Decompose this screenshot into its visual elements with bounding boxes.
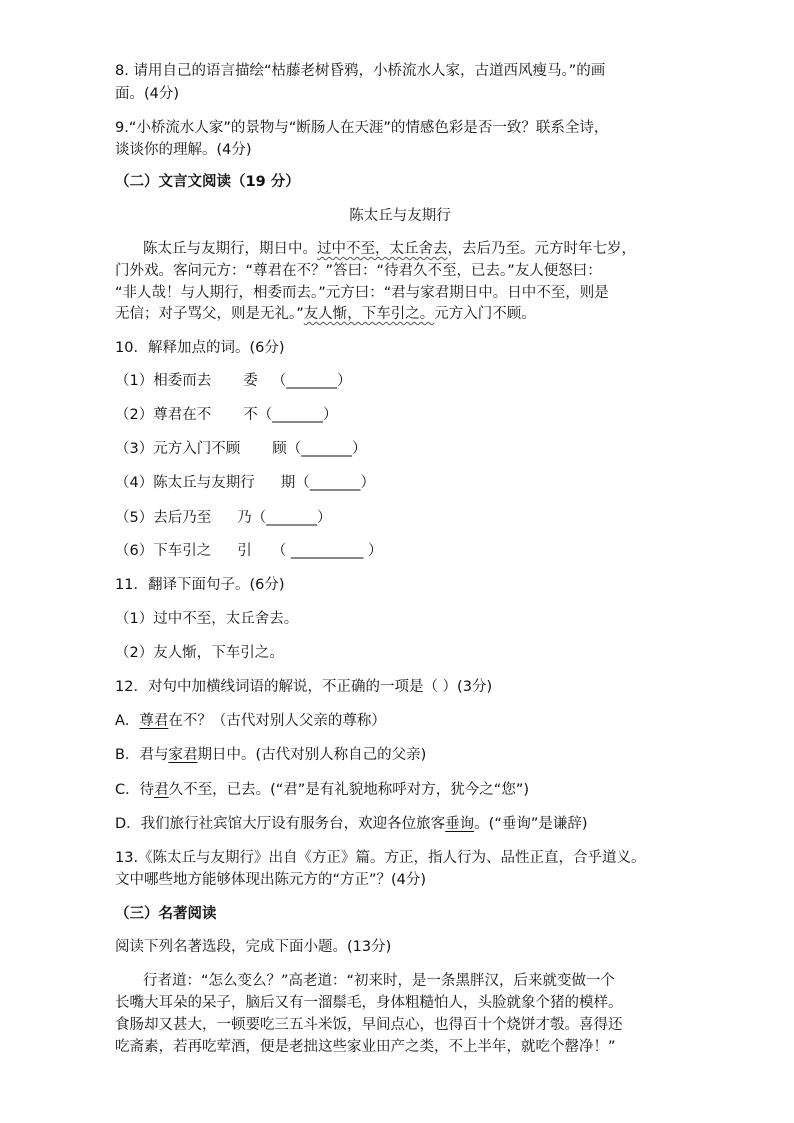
q12-d-underlined: 垂询: [445, 816, 475, 832]
passage-title: 陈太丘与友期行: [349, 208, 451, 224]
q9-line2: 谈谈你的理解。(4分): [115, 142, 252, 158]
q10-item-blank[interactable]: （_______）: [271, 373, 352, 389]
section3-intro: 阅读下列名著选段，完成下面小题。(13分): [115, 939, 392, 955]
passage-line4-underlined: 友人惭，下车引之。: [303, 306, 435, 322]
excerpt-line3: 食肠却又甚大，一顿要吃三五斗米饭，早间点心，也得百十个烧饼才彀。喜得还: [115, 1017, 623, 1033]
passage-line4-post: 元方入门不顾。: [434, 306, 536, 322]
q10-item-blank[interactable]: （_______）: [251, 510, 332, 526]
section3-heading: （三）名著阅读: [115, 906, 217, 922]
q10-item-text: （4）陈太丘与友期行: [115, 475, 255, 491]
q10-item: [115, 541, 382, 561]
q10-item-text: （3）元方入门不顾: [115, 441, 241, 457]
passage-line4-pre: 无信；对子骂父，则是无礼。”: [115, 306, 304, 322]
passage-line2: 门外戏。客问元方：“尊君在不？”答曰：“待君久不至，已去。”友人便怒曰：: [115, 263, 602, 279]
q12-option-b[interactable]: [115, 745, 426, 765]
q10-item: [115, 405, 337, 425]
section2-heading: （二）文言文阅读（19 分）: [115, 174, 300, 190]
q10-item-word: 顾: [272, 441, 287, 457]
q10-item-blank[interactable]: （_______）: [286, 441, 367, 457]
q10-item: [115, 473, 375, 493]
q11-stem: 11．翻译下面句子。(6分): [115, 577, 285, 593]
q12-a-pre: A．: [115, 713, 140, 729]
q12-option-c[interactable]: [115, 780, 529, 800]
q11-sentence1: （1）过中不至，太丘舍去。: [115, 611, 299, 627]
q12-c-pre: C．待: [115, 782, 155, 798]
passage-line4: [115, 304, 536, 324]
passage-line1-underlined: 过中不至，太丘舍去: [317, 241, 448, 257]
q9-line1: 9.“小桥流水人家”的景物与“断肠人在天涯”的情感色彩是否一致？联系全诗，: [115, 120, 609, 136]
q10-stem: 10．解释加点的词。(6分): [115, 340, 285, 356]
passage-line3: “非人哉！与人期行，相委而去。”元方曰：“君与家君期日中。日中不至，则是: [115, 285, 609, 301]
q10-item-blank[interactable]: （_______）: [295, 475, 375, 491]
q10-item-word: 乃: [237, 510, 252, 526]
q12-c-underlined: 君: [154, 782, 169, 798]
q12-stem: 12．对句中加横线词语的解说，不正确的一项是（ ）(3分): [115, 679, 493, 695]
q12-option-d[interactable]: [115, 814, 588, 834]
passage-line1: [143, 239, 636, 259]
q11-sentence2: （2）友人惭，下车引之。: [115, 645, 284, 661]
q10-item: [115, 439, 366, 459]
q10-item-word: 不: [243, 407, 258, 423]
q12-a-post: 在不？（古代对别人父亲的尊称）: [168, 713, 386, 729]
q12-b-post: 期日中。(古代对别人称自己的父亲): [197, 747, 427, 763]
q10-item-text: （2）尊君在不: [115, 407, 212, 423]
q13-line1: 13.《陈太丘与友期行》出自《方正》篇。方正，指人行为、品性正直，合乎道义。: [115, 850, 646, 866]
q10-item: [115, 371, 351, 391]
q10-item-text: （5）去后乃至: [115, 510, 212, 526]
passage-line1-post: ，去后乃至。元方时年七岁，: [447, 241, 636, 257]
q10-item-word: 期: [280, 475, 296, 491]
q12-a-underlined: 尊君: [139, 713, 169, 729]
q10-item-word: 引: [237, 543, 252, 559]
q10-item-text: （6）下车引之: [115, 543, 212, 559]
q10-item-text: （1）相委而去: [115, 373, 212, 389]
q12-b-underlined: 家君: [168, 747, 198, 763]
q8-line1: 8. 请用自己的语言描绘“枯藤老树昏鸦，小桥流水人家，古道西风瘦马。”的画: [115, 63, 606, 79]
excerpt-line2: 长嘴大耳朵的呆子，脑后又有一溜鬃毛，身体粗糙怕人，头脸就象个猪的模样。: [115, 995, 623, 1011]
excerpt-line4: 吃斋素，若再吃荤酒，便是老拙这些家业田产之类，不上半年，就吃个罄净！”: [115, 1039, 616, 1055]
q12-b-pre: B．君与: [115, 747, 169, 763]
q10-item: [115, 508, 331, 528]
q8-line2: 面。(4分): [115, 86, 180, 102]
q13-line2: 文中哪些地方能够体现出陈元方的“方正”？(4分): [115, 872, 427, 888]
q12-d-post: 。(“垂询”是谦辞): [474, 816, 588, 832]
passage-line1-pre: 陈太丘与友期行，期日中。: [143, 241, 317, 257]
q12-d-pre: D．我们旅行社宾馆大厅设有服务台，欢迎各位旅客: [115, 816, 446, 832]
q12-c-post: 久不至，已去。(“君”是有礼貌地称呼对方，犹今之“您”): [168, 782, 529, 798]
q10-item-blank[interactable]: （ __________ ）: [271, 543, 383, 559]
q10-item-blank[interactable]: （_______）: [257, 407, 338, 423]
excerpt-line1: 行者道：“怎么变么？”高老道：“初来时，是一条黑胖汉，后来就变做一个: [143, 973, 616, 989]
q12-option-a[interactable]: [115, 711, 386, 731]
q10-item-word: 委: [243, 373, 258, 389]
